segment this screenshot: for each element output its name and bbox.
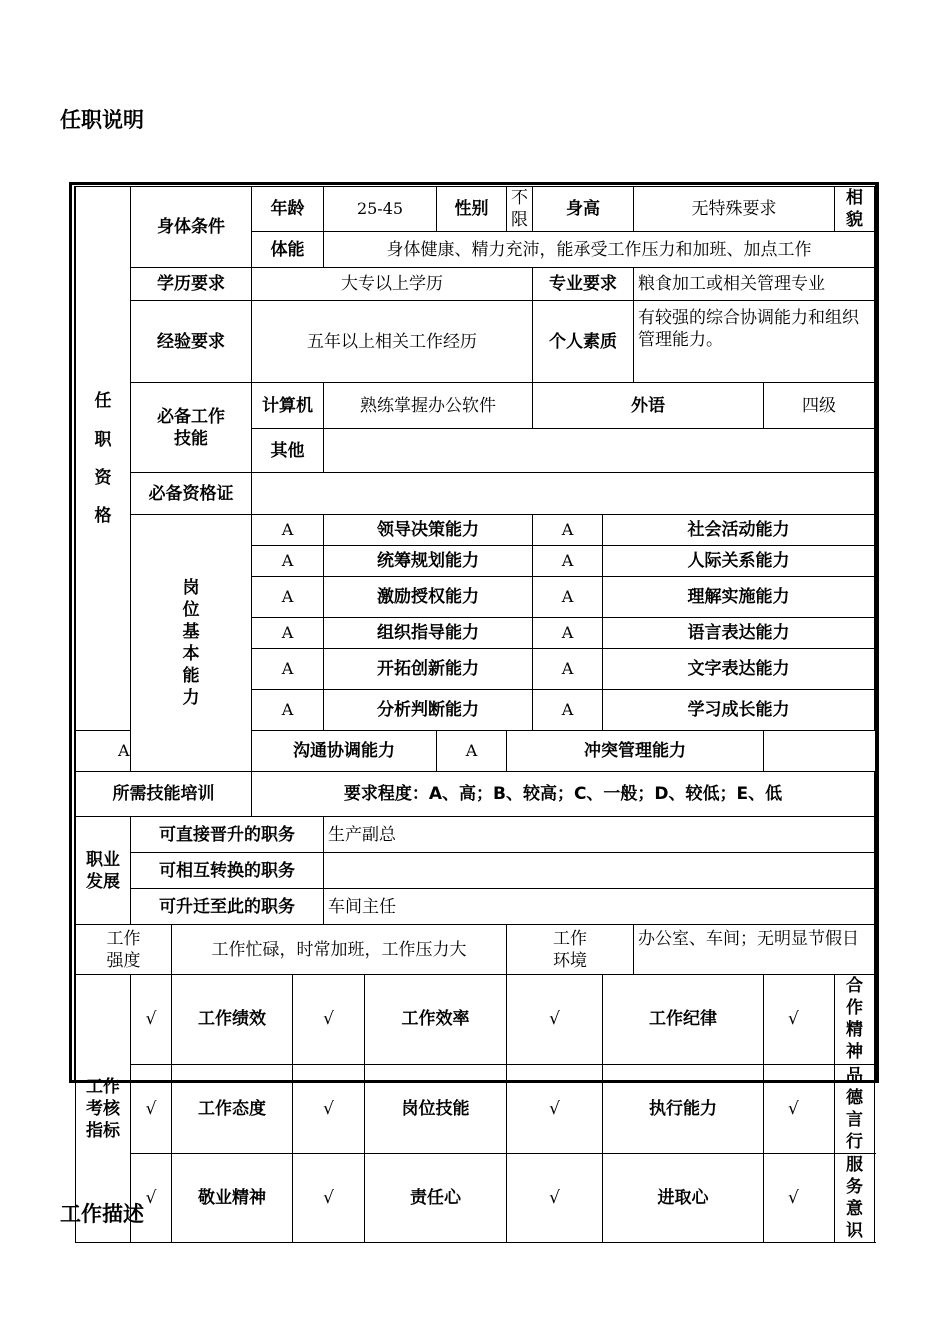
ability-grade: A [76, 731, 172, 772]
ability-name: 开拓创新能力 [324, 649, 533, 690]
major-label: 专业要求 [533, 268, 634, 301]
ability-name: 激励授权能力 [324, 577, 533, 618]
assessment-item: 进取心 [603, 1153, 764, 1242]
check-mark: √ [507, 975, 603, 1064]
training-legend: 要求程度：A、高；B、较高；C、一般；D、较低；E、低 [252, 772, 875, 817]
check-mark: √ [131, 1064, 172, 1153]
ability-grade: A [252, 577, 324, 618]
ability-grade: A [252, 515, 324, 546]
ability-name: 统筹规划能力 [324, 546, 533, 577]
assessment-item: 责任心 [365, 1153, 507, 1242]
ability-grade: A [533, 577, 603, 618]
height-value: 无特殊要求 [634, 187, 835, 232]
promote-from-label: 可升迁至此的职务 [131, 889, 324, 925]
personal-quality-label: 个人素质 [533, 301, 634, 383]
rotate-value [324, 853, 875, 889]
education-value: 大专以上学历 [252, 268, 533, 301]
assessment-item: 工作态度 [172, 1064, 293, 1153]
assessment-label: 工作 考核 指标 [76, 975, 131, 1243]
experience-label: 经验要求 [131, 301, 252, 383]
ability-name: 学习成长能力 [603, 690, 875, 731]
fitness-label: 体能 [252, 232, 324, 268]
physical-condition-label: 身体条件 [131, 187, 252, 268]
age-value: 25-45 [324, 187, 437, 232]
assessment-item: 服务意识 [835, 1153, 875, 1242]
check-mark: √ [293, 975, 365, 1064]
foreign-language-value: 四级 [764, 383, 875, 429]
assessment-item: 品德言行 [835, 1064, 875, 1153]
ability-name: 人际关系能力 [603, 546, 875, 577]
fitness-value: 身体健康、精力充沛，能承受工作压力和加班、加点工作 [324, 232, 875, 268]
ability-grade: A [533, 618, 603, 649]
assessment-item: 工作纪律 [603, 975, 764, 1064]
check-mark: √ [293, 1064, 365, 1153]
gender-label: 性别 [437, 187, 507, 232]
ability-name: 冲突管理能力 [507, 731, 764, 772]
experience-value: 五年以上相关工作经历 [252, 301, 533, 383]
foreign-language-label: 外语 [533, 383, 764, 429]
promote-value: 生产副总 [324, 817, 875, 853]
check-mark: √ [507, 1153, 603, 1242]
check-mark: √ [293, 1153, 365, 1242]
environment-label: 工作 环境 [507, 925, 634, 975]
skills-label: 必备工作 技能 [131, 383, 252, 473]
assessment-item: 合作精神 [835, 975, 875, 1064]
section-title-job-requirements: 任职说明 [60, 108, 144, 132]
training-label: 所需技能培训 [76, 772, 252, 817]
appearance-label: 相貌 [835, 187, 875, 232]
check-mark: √ [131, 975, 172, 1064]
check-mark: √ [507, 1064, 603, 1153]
certificate-label: 必备资格证 [131, 473, 252, 515]
computer-label: 计算机 [252, 383, 324, 429]
major-value: 粮食加工或相关管理专业 [634, 268, 875, 301]
ability-grade: A [533, 690, 603, 731]
ability-name: 语言表达能力 [603, 618, 875, 649]
certificate-value [252, 473, 875, 515]
assessment-item: 岗位技能 [365, 1064, 507, 1153]
ability-grade: A [252, 649, 324, 690]
ability-name: 理解实施能力 [603, 577, 875, 618]
height-label: 身高 [533, 187, 634, 232]
ability-grade: A [252, 618, 324, 649]
ability-grade: A [533, 649, 603, 690]
ability-grade: A [533, 546, 603, 577]
ability-name: 社会活动能力 [603, 515, 875, 546]
other-skills-value [324, 429, 875, 473]
qualification-group-label: 任 职 资 格 [76, 187, 131, 731]
computer-value: 熟练掌握办公软件 [324, 383, 533, 429]
ability-grade: A [252, 690, 324, 731]
check-mark: √ [764, 1153, 835, 1242]
assessment-item: 工作绩效 [172, 975, 293, 1064]
ability-name: 沟通协调能力 [252, 731, 437, 772]
assessment-item: 执行能力 [603, 1064, 764, 1153]
other-skills-label: 其他 [252, 429, 324, 473]
personal-quality-value: 有较强的综合协调能力和组织管理能力。 [634, 301, 875, 383]
age-label: 年龄 [252, 187, 324, 232]
job-requirements-table [75, 186, 875, 1243]
section-title-job-description: 工作描述 [60, 1202, 144, 1226]
ability-name: 领导决策能力 [324, 515, 533, 546]
check-mark: √ [764, 975, 835, 1064]
ability-name: 文字表达能力 [603, 649, 875, 690]
ability-grade: A [533, 515, 603, 546]
promote-from-value: 车间主任 [324, 889, 875, 925]
career-label: 职业 发展 [76, 817, 131, 925]
check-mark: √ [131, 1153, 172, 1242]
environment-value: 办公室、车间；无明显节假日 [634, 925, 875, 975]
gender-value: 不限 [507, 187, 533, 232]
rotate-label: 可相互转换的职务 [131, 853, 324, 889]
ability-grade: A [252, 546, 324, 577]
basic-abilities-label: 岗 位 基 本 能 力 [131, 515, 252, 772]
ability-grade: A [437, 731, 507, 772]
promote-label: 可直接晋升的职务 [131, 817, 324, 853]
ability-name: 分析判断能力 [324, 690, 533, 731]
intensity-label: 工作 强度 [76, 925, 172, 975]
check-mark: √ [764, 1064, 835, 1153]
assessment-item: 敬业精神 [172, 1153, 293, 1242]
ability-name: 组织指导能力 [324, 618, 533, 649]
intensity-value: 工作忙碌，时常加班，工作压力大 [172, 925, 507, 975]
assessment-item: 工作效率 [365, 975, 507, 1064]
education-label: 学历要求 [131, 268, 252, 301]
